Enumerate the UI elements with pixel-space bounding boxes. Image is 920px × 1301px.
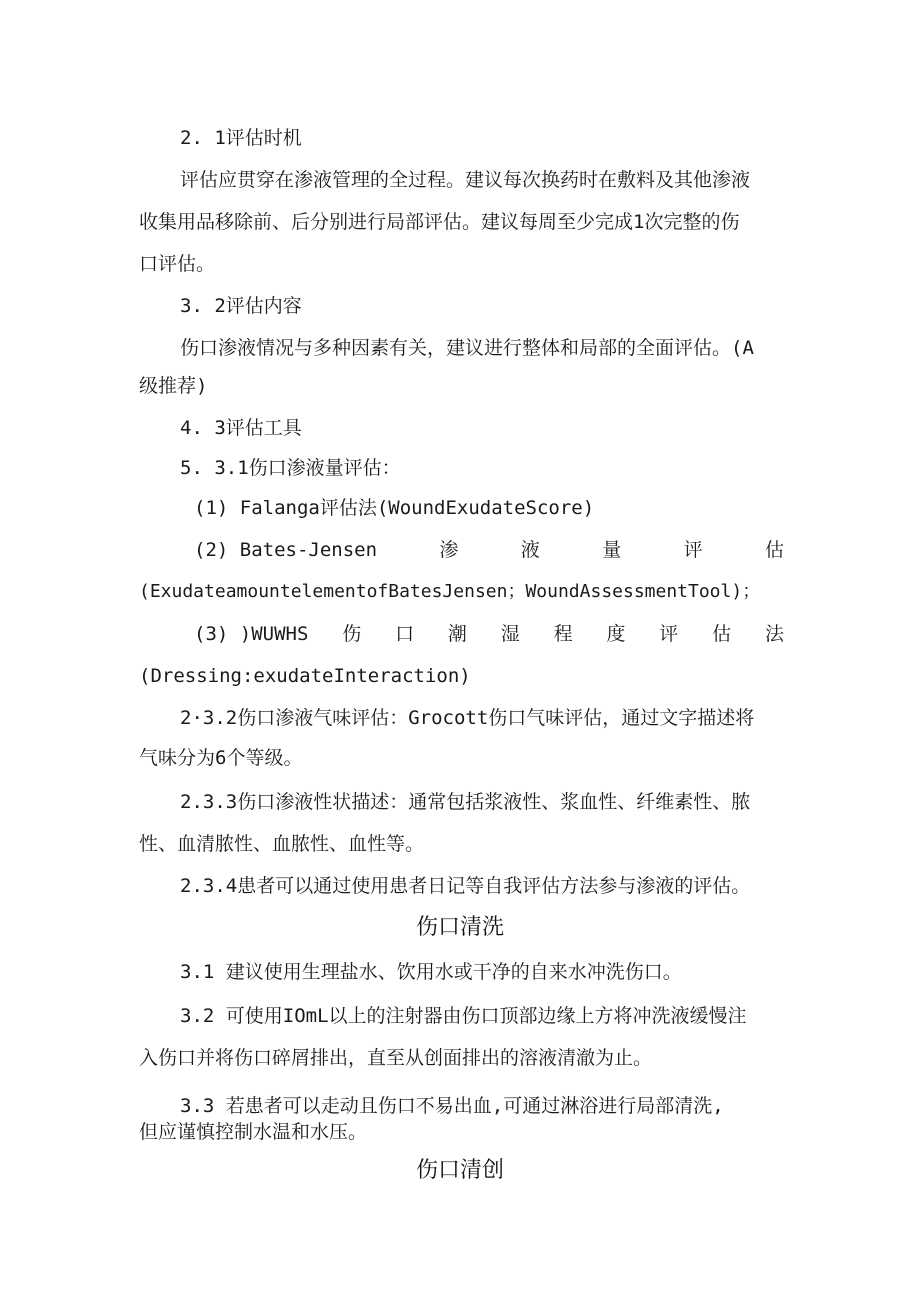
list-item-word: (2) Bates-Jensen (194, 539, 378, 561)
list-item-word: 口 (395, 623, 415, 645)
cleaning-item-3-1: 3.1 建议使用生理盐水、饮用水或干净的自来水冲洗伤口。 (180, 961, 682, 983)
list-item-word: 量 (602, 539, 622, 561)
heading-wound-debridement: 伤口清创 (415, 1158, 504, 1183)
list-item-word: 度 (606, 623, 626, 645)
list-item-word: 潮 (447, 623, 467, 645)
paragraph-2-3-2-line: 2·3.2伤口渗液气味评估：Grocott伤口气味评估，通过文字描述将 (180, 707, 755, 729)
paragraph-2-3-3-line: 性、血清脓性、血脓性、血性等。 (139, 833, 425, 855)
list-item-word: 程 (553, 623, 573, 645)
cleaning-item-3-2-line: 入伤口并将伤口碎屑排出，直至从创面排出的溶液清澈为止。 (139, 1047, 653, 1069)
paragraph-2-3-3-line: 2.3.3伤口渗液性状描述：通常包括浆液性、浆血性、纤维素性、脓 (180, 791, 751, 813)
list-item-word: 评 (683, 539, 703, 561)
list-item-3-continuation: (Dressing:exudateInteraction) (139, 665, 471, 687)
list-item-3 (194, 622, 784, 646)
section-title-4-3: 4. 3评估工具 (180, 417, 302, 439)
list-item-word: 液 (520, 539, 540, 561)
list-item-word: 法 (764, 623, 784, 645)
paragraph-2-3-4: 2.3.4患者可以通过使用患者日记等自我评估方法参与渗液的评估。 (180, 875, 751, 897)
cleaning-item-3-2-line: 3.2 可使用IOmL以上的注射器由伤口顶部边缘上方将冲洗液缓慢注 (180, 1005, 747, 1027)
list-item-word: 渗 (439, 539, 459, 561)
paragraph-line: 收集用品移除前、后分别进行局部评估。建议每周至少完成1次完整的伤 (139, 211, 740, 233)
paragraph-line: 级推荐) (139, 375, 208, 397)
list-item-1: (1) Falanga评估法(WoundExudateScore) (194, 497, 595, 519)
list-item-word: 估 (764, 539, 784, 561)
section-title-3-2: 3. 2评估内容 (180, 295, 302, 317)
cleaning-item-3-3-line: 3.3 若患者可以走动且伤口不易出血,可通过淋浴进行局部清洗, (180, 1095, 724, 1117)
list-item-word: 湿 (500, 623, 520, 645)
section-title-2-1: 2. 1评估时机 (180, 127, 302, 149)
heading-wound-cleaning: 伤口清洗 (415, 915, 504, 940)
paragraph-line: 口评估。 (139, 253, 216, 275)
section-title-5-3-1: 5. 3.1伤口渗液量评估： (180, 457, 401, 479)
list-item-word: (3) )WUWHS (194, 623, 309, 645)
list-item-word: 估 (712, 623, 732, 645)
list-item-word: 伤 (342, 623, 362, 645)
list-item-2 (194, 538, 784, 562)
list-item-2-continuation: (ExudateamountelementofBatesJensen；WoundAssessmentTool)； (139, 581, 761, 602)
paragraph-line: 评估应贯穿在渗液管理的全过程。建议每次换药时在敷料及其他渗液 (180, 169, 751, 191)
cleaning-item-3-3-line: 但应谨慎控制水温和水压。 (139, 1121, 368, 1143)
paragraph-2-3-2-line: 气味分为6个等级。 (139, 747, 303, 769)
paragraph-line: 伤口渗液情况与多种因素有关，建议进行整体和局部的全面评估。(A (180, 337, 754, 359)
list-item-word: 评 (659, 623, 679, 645)
